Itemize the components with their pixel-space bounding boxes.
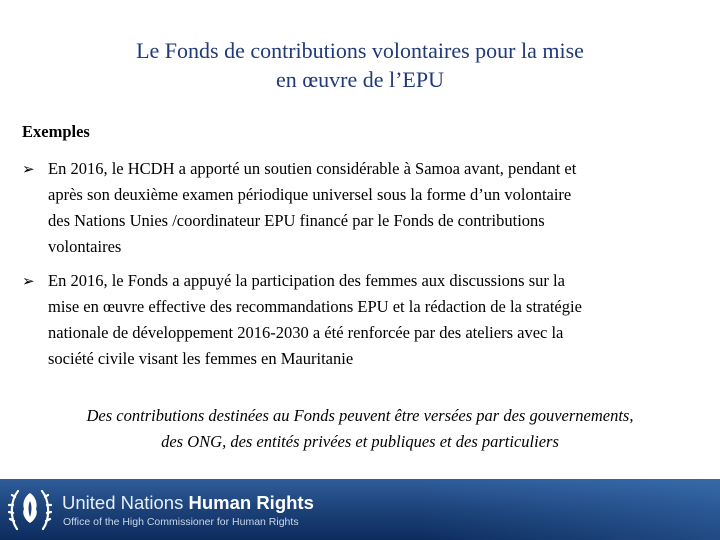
bullet-list (22, 156, 694, 380)
office-name: Office of the High Commissioner for Human Rights (63, 516, 299, 528)
bullet-item (22, 268, 694, 372)
bullet-line: nationale de développement 2016-2030 a été renforcée par des ateliers avec la (48, 323, 564, 342)
bullet-line: des Nations Unies /coordinateur EPU financé par le Fonds de contributions (48, 211, 545, 230)
bullet-line: société civile visant les femmes en Mauritanie (48, 349, 354, 368)
bullet-line: après son deuxième examen périodique universel sous la forme d’un volontaire (48, 185, 572, 204)
slide-title-line-2: en œuvre de l’EPU (275, 67, 444, 92)
un-human-rights-emblem-icon (8, 483, 52, 535)
slide-title (40, 36, 680, 94)
bullet-line: volontaires (48, 237, 122, 256)
bullet-line: En 2016, le HCDH a apporté un soutien considérable à Samoa avant, pendant et (48, 159, 577, 178)
bullet-item (22, 156, 694, 260)
note-line-2: des ONG, des entités privées et publiques et des particuliers (161, 432, 559, 451)
bullet-line: En 2016, le Fonds a appuyé la participation des femmes aux discussions sur la (48, 271, 565, 290)
note-line-1: Des contributions destinées au Fonds peuvent être versées par des gouvernements, (86, 406, 634, 425)
slide-title-line-1: Le Fonds de contributions volontaires pour la mise (136, 38, 584, 63)
bullet-line: mise en œuvre effective des recommandations EPU et la rédaction de la stratégie (48, 297, 582, 316)
org-name-regular: United Nations (62, 492, 189, 513)
contributions-note (14, 403, 706, 455)
arrow-bullet-icon: ➢ (22, 272, 35, 290)
organization-name (62, 492, 314, 514)
arrow-bullet-icon: ➢ (22, 160, 35, 178)
footer-banner (0, 479, 720, 540)
subheading: Exemples (22, 122, 90, 141)
org-name-bold: Human Rights (188, 492, 314, 513)
